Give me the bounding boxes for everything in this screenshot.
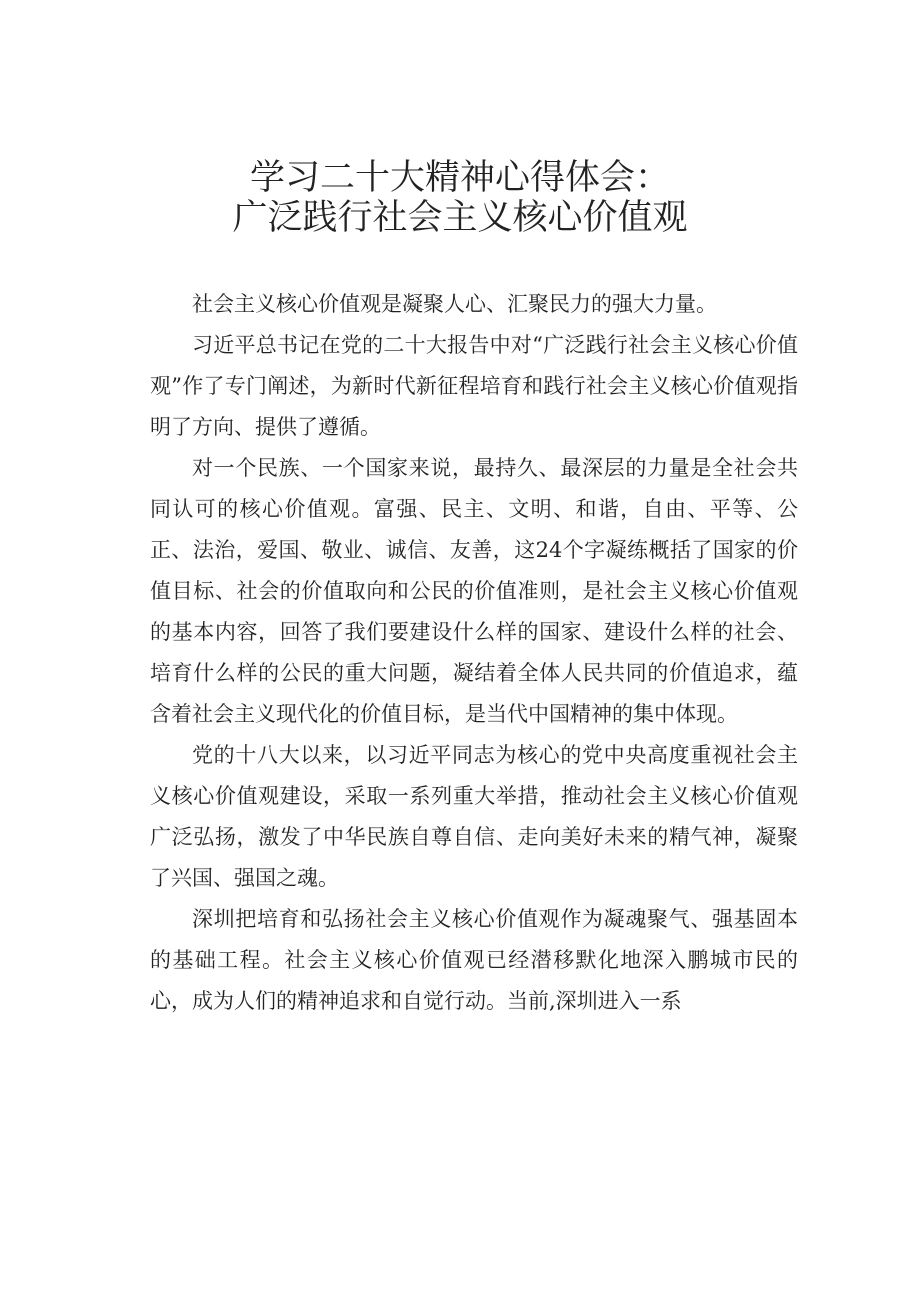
document-body xyxy=(150,284,798,1022)
paragraph-1: 社会主义核心价值观是凝聚人心、汇聚民力的强大力量。 xyxy=(192,292,717,316)
paragraph-2: 习近平总书记在党的二十大报告中对“广泛践行社会主义核心价值观”作了专门阐述，为新时代新征程培育和践行社会主义核心价值观指明了方向、提供了遵循。 xyxy=(150,333,798,439)
document-title-line-2: 广泛践行社会主义核心价值观 xyxy=(232,198,688,238)
paragraph-5: 深圳把培育和弘扬社会主义核心价值观作为凝魂聚气、强基固本的基础工程。社会主义核心价值观已经潜移默化地深入鹏城市民的心，成为人们的精神追求和自觉行动。当前,深圳进入一系 xyxy=(150,907,798,1013)
paragraph-4: 党的十八大以来，以习近平同志为核心的党中央高度重视社会主义核心价值观建设，采取一系列重大举措，推动社会主义核心价值观广泛弘扬，激发了中华民族自尊自信、走向美好未来的精气神，凝聚了兴国、强国之魂。 xyxy=(150,743,798,890)
paragraph-3: 对一个民族、一个国家来说，最持久、最深层的力量是全社会共同认可的核心价值观。富强、民主、文明、和谐，自由、平等、公正、法治，爱国、敬业、诚信、友善，这24个字凝练概括了国家的价值目标、社会的价值取向和公民的价值准则，是社会主义核心价值观的基本内容，回答了我们要建设什么样的国家、建设什么样的社会、培育什么样的公民的重大问题，凝结着全体人民共同的价值追求，蕴含着社会主义现代化的价值目标，是当代中国精神的集中体现。 xyxy=(150,456,798,726)
document-title-line-1: 学习二十大精神心得体会： xyxy=(249,158,670,198)
